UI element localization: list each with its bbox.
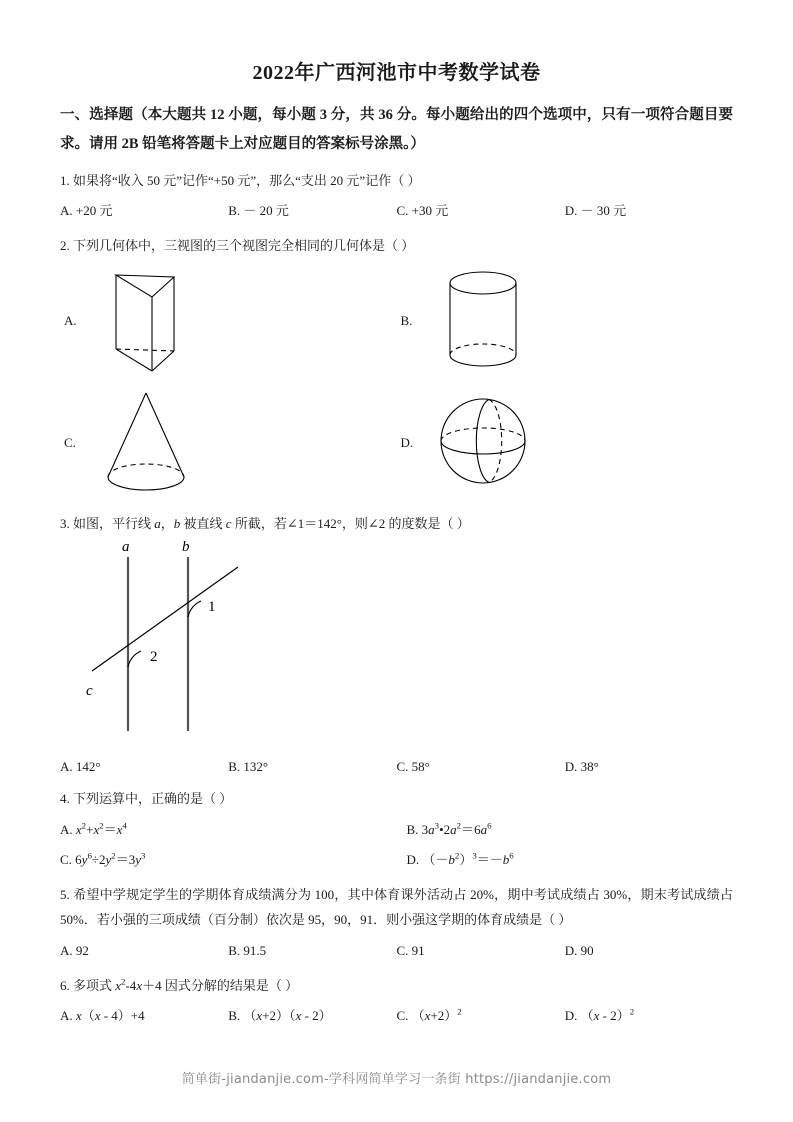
option-2-c-label: C. xyxy=(64,435,76,451)
option-3-a[interactable]: A. 142° xyxy=(60,758,101,774)
question-2-option-a[interactable] xyxy=(60,262,397,380)
question-2-option-b[interactable] xyxy=(397,262,734,380)
question-3-stem xyxy=(60,511,733,536)
option-1-a[interactable]: A. +20 元 xyxy=(60,203,113,219)
option-5-a[interactable]: A. 92 xyxy=(60,942,89,958)
option-1-b[interactable]: B. － 20 元 xyxy=(228,203,289,219)
question-4-options-row-1 xyxy=(60,818,733,843)
question-2-figure-row-2 xyxy=(60,384,733,502)
watermark-footer: 简单街-jiandanjie.com-学科网简单学习一条街 https://jiandanjie.com xyxy=(181,1072,612,1087)
question-1-options xyxy=(60,199,733,224)
option-5-b[interactable]: B. 91.5 xyxy=(228,942,267,958)
label-line-c: c xyxy=(86,682,93,699)
label-line-b: b xyxy=(182,538,190,555)
sphere-icon xyxy=(427,385,539,502)
question-1-stem: 1. 如果将“收入 50 元”记作“+50 元”，那么“支出 20 元”记作（ ） xyxy=(60,173,421,188)
option-4-d[interactable]: D. $(-b^2)^3=-b^6$ xyxy=(406,851,514,868)
cone-icon xyxy=(90,385,202,502)
label-angle-1: 1 xyxy=(208,598,216,615)
page-title: 2022年广西河池市中考数学试卷 xyxy=(252,62,541,84)
question-3-var-b: b xyxy=(173,516,181,532)
question-2-stem: 2. 下列几何体中，三视图的三个视图完全相同的几何体是（ ） xyxy=(60,238,415,254)
question-6-stem: 6. 多项式 $x^2-4x+4$ 因式分解的结果是（ ） xyxy=(60,976,299,993)
question-3-stem-suffix: 所截，若∠1＝142°，则∠2 的度数是（ ） xyxy=(231,516,470,532)
question-3-stem-mid2: 被直线 xyxy=(180,516,226,532)
option-4-b[interactable]: B. $3a^3•2a^2=6a^6$ xyxy=(406,820,492,837)
option-2-d-label: D. xyxy=(400,435,414,451)
question-3-stem-prefix: 3. 如图，平行线 xyxy=(60,516,155,532)
question-3-var-a: a xyxy=(154,516,161,532)
question-3-var-c: c xyxy=(225,516,232,532)
option-6-a[interactable]: A. x（x - 4）+4 xyxy=(60,1007,145,1023)
triangular-prism-icon xyxy=(90,263,202,380)
option-2-b-label: B. xyxy=(400,313,413,329)
option-4-c[interactable]: C. $6y^6\div 2y^2=3y^3$ xyxy=(60,851,146,868)
angle-2-arc xyxy=(128,651,141,667)
question-2-option-c[interactable] xyxy=(60,384,397,502)
option-2-a-label: A. xyxy=(64,313,77,329)
option-1-c[interactable]: C. +30 元 xyxy=(396,203,449,219)
question-4-options-row-2 xyxy=(60,848,733,873)
option-3-d[interactable]: D. 38° xyxy=(564,758,599,774)
question-4-stem: 4. 下列运算中，正确的是（ ） xyxy=(60,791,233,807)
option-6-b[interactable]: B. （x+2）（x - 2） xyxy=(228,1007,332,1023)
angle-1-arc xyxy=(188,601,201,617)
label-angle-2: 2 xyxy=(150,648,158,665)
option-3-c[interactable]: C. 58° xyxy=(396,758,430,774)
cylinder-icon xyxy=(427,263,539,380)
question-2-figure-row-1 xyxy=(60,262,733,380)
option-6-c[interactable]: C. $(x+2)^2$ xyxy=(396,1006,462,1023)
option-5-d[interactable]: D. 90 xyxy=(564,942,594,958)
question-3-stem-mid1: ， xyxy=(160,516,174,532)
question-6-options xyxy=(60,1004,733,1029)
option-6-d[interactable]: D. （x - 2）$^2$ xyxy=(564,1006,635,1023)
label-line-a: a xyxy=(122,538,130,555)
question-5-stem: 5. 希望中学规定学生的学期体育成绩满分为 100，其中体育课外活动占 20%，期中考试成绩占 30%，期末考试成绩占 50%．若小强的三项成绩（百分制）依次是 95，90，91．则小强这学期的体育成绩是（ ） xyxy=(60,887,733,928)
option-4-a[interactable]: A. $x^2+x^2=x^4$ xyxy=(60,820,127,837)
question-5-options xyxy=(60,939,733,964)
question-2-option-d[interactable] xyxy=(397,384,734,502)
option-5-c[interactable]: C. 91 xyxy=(396,942,425,958)
transversal-line-c xyxy=(92,567,238,671)
question-3-options xyxy=(60,755,733,780)
option-1-d[interactable]: D. － 30 元 xyxy=(564,203,627,219)
option-3-b[interactable]: B. 132° xyxy=(228,758,269,774)
section-heading: 一、选择题（本大题共 12 小题，每小题 3 分，共 36 分。每小题给出的四个选项中，只有一项符合题目要求。请用 2B 铅笔将答题卡上对应题目的答案标号涂黑。） xyxy=(60,107,733,152)
question-3-figure xyxy=(60,539,733,749)
